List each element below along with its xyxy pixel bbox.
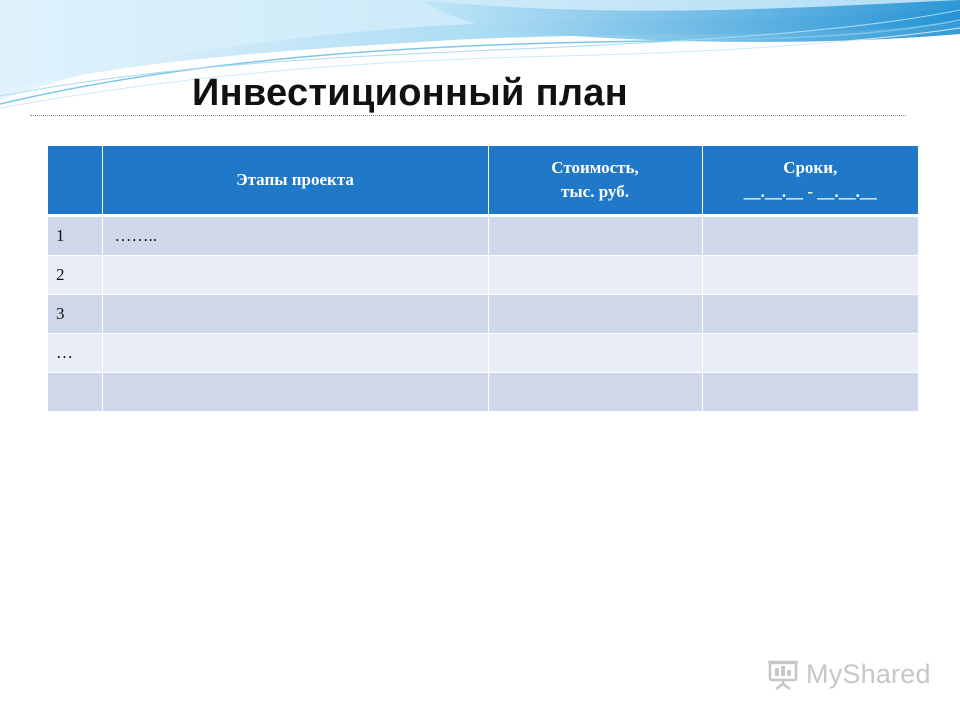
- cost-cell: [488, 334, 702, 373]
- row-number-cell: 3: [48, 295, 102, 334]
- stage-cell: [102, 373, 488, 412]
- table-row: [48, 334, 918, 373]
- header-cost-line-1: Стоимость,: [551, 158, 639, 177]
- table-header-row: [48, 146, 918, 216]
- row-number-cell: 2: [48, 256, 102, 295]
- slide-title: Инвестиционный план: [192, 72, 628, 114]
- table-row: [48, 256, 918, 295]
- header-terms-line-2: __.__.__ - __.__.__: [743, 182, 877, 201]
- cost-cell: [488, 256, 702, 295]
- terms-cell: [702, 256, 918, 295]
- title-divider: [30, 115, 906, 116]
- myshared-watermark: [766, 654, 931, 694]
- header-cell-terms: [702, 146, 918, 216]
- terms-cell: [702, 216, 918, 256]
- cost-cell: [488, 216, 702, 256]
- terms-cell: [702, 373, 918, 412]
- table-row: [48, 295, 918, 334]
- stage-cell: [102, 295, 488, 334]
- row-number-cell: 1: [48, 216, 102, 256]
- row-number-cell: …: [48, 334, 102, 373]
- presentation-board-icon: [766, 657, 800, 691]
- header-cost-line-2: тыс. руб.: [561, 182, 629, 201]
- header-cell-number: [48, 146, 102, 216]
- stage-cell: [102, 256, 488, 295]
- table-row: [48, 216, 918, 256]
- terms-cell: [702, 334, 918, 373]
- row-number-cell: [48, 373, 102, 412]
- header-cell-stages: Этапы проекта: [102, 146, 488, 216]
- cost-cell: [488, 373, 702, 412]
- header-terms-line-1: Сроки,: [783, 158, 838, 177]
- table-row: [48, 373, 918, 412]
- stage-cell: ……..: [102, 216, 488, 256]
- investment-plan-table: [48, 146, 918, 412]
- stage-cell: [102, 334, 488, 373]
- watermark-text: MyShared: [806, 658, 931, 689]
- cost-cell: [488, 295, 702, 334]
- header-cell-cost: [488, 146, 702, 216]
- terms-cell: [702, 295, 918, 334]
